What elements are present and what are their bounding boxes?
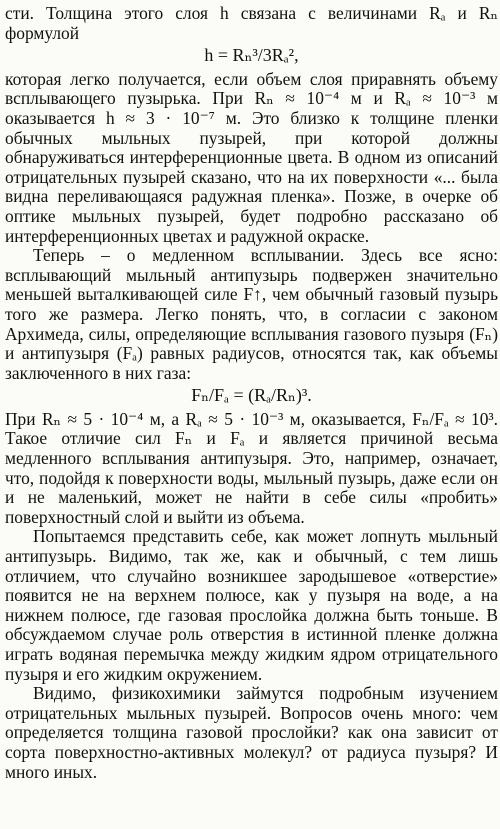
- paragraph-1: сти. Толщина этого слоя h связана с величинами Rₐ и Rₙ формулой: [5, 3, 498, 43]
- paragraph-6: Видимо, физикохимики займутся подробным изучением отрицательных мыльных пузырей. Вопросов очень много: чем определяется толщина газовой прослойки? как она зависит от сорта поверхностно-активных молекул? от радиуса пузыря? И много иных.: [5, 683, 498, 782]
- paragraph-2: которая легко получается, если объем слоя приравнять объему всплывающего пузырька. При Rₙ ≈ 10⁻⁴ м и Rₐ ≈ 10⁻³ м оказывается h ≈ 3 · 10⁻⁷ м. Это близко к толщине пленки обычных мыльных пузырей, при которой должны обнаруживаться интерференционные цвета. В одном из описаний отрицательных пузырей сказано, что на их поверхности «... была видна переливающаяся радужная пленка». Позже, в очерке об оптике мыльных пузырей, будет подробно рассказано об интерференционных цветах и радужной окраске.: [5, 68, 498, 246]
- paragraph-5: Попытаемся представить себе, как может лопнуть мыльный антипузырь. Видимо, так же, как и обычный, с тем лишь отличием, что случайно возникшее зародышевое «отверстие» появится не на верхнем полюсе, как у пузыря на воде, а на нижнем полюсе, где газовая прослойка должна быть тоньше. В обсуждаемом случае роль отверстия в истинной пленке должна играть водяная перемычка между жидким ядром отрицательного пузыря и его жидким окружением.: [5, 526, 498, 684]
- paragraph-4: При Rₙ ≈ 5 · 10⁻⁴ м, а Rₐ ≈ 5 · 10⁻³ м, оказывается, Fₙ/Fₐ ≈ 10³. Такое отличие сил Fₙ и Fₐ и является причиной весьма медленного всплывания антипузыря. Это, например, означает, что, подойдя к поверхности воды, мыльный пузырь, даже если он и не маленький, может не найти в себе силы «пробить» поверхностный слой и выйти из объема.: [5, 408, 498, 527]
- formula-force-ratio: Fₙ/Fₐ = (Rₐ/Rₙ)³.: [191, 385, 312, 406]
- paragraph-3: Теперь – о медленном всплывании. Здесь все ясно: всплывающий мыльный антипузырь подвержен значительно меньшей выталкивающей силе F↑, чем обычный газовый пузырь того же размера. Легко понять, что, в согласии с законом Архимеда, силы, определяющие всплывания газового пузыря (Fₙ) и антипузыря (Fₐ) равных радиусов, относятся так, как объемы заключенного в них газа:: [5, 245, 498, 383]
- formula-layer-thickness: h = Rₙ³/3Rₐ²,: [204, 45, 299, 66]
